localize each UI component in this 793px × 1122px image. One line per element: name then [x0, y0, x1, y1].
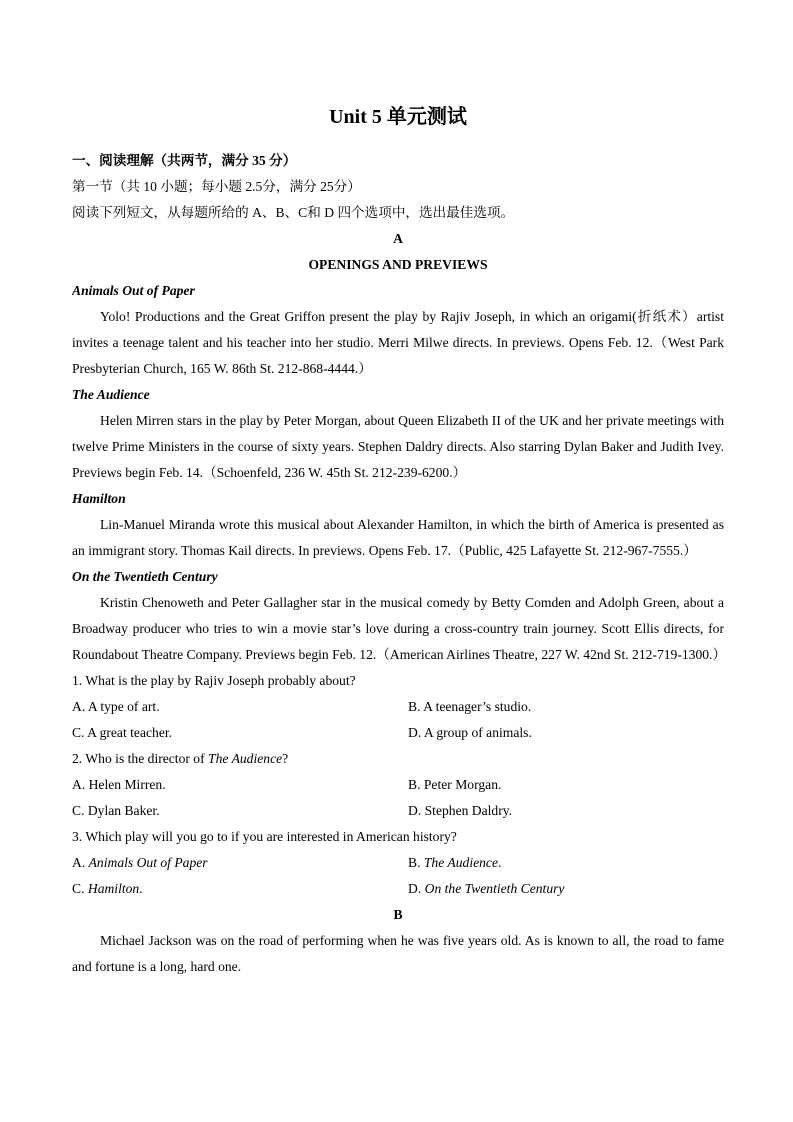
- play-title: Animals Out of Paper: [72, 283, 195, 298]
- option-c[interactable]: [72, 876, 408, 902]
- option-row: [72, 850, 724, 876]
- option-row: [72, 694, 724, 720]
- question-stem: 3. Which play will you go to if you are interested in American history?: [72, 829, 457, 844]
- question-stem-title: The Audience: [208, 751, 283, 766]
- passage-b-text: Michael Jackson was on the road of performing when he was five years old. As is known to all, the road to fame and fortune is a long, hard one.: [72, 933, 724, 974]
- option-d[interactable]: [408, 876, 724, 902]
- option-title: Hamilton: [87, 881, 140, 896]
- option-letter: A.: [72, 855, 89, 870]
- option-title: Animals Out of Paper: [88, 855, 208, 870]
- play-description: Kristin Chenoweth and Peter Gallagher star in the musical comedy by Betty Comden and Adolph Green, about a Broadway producer who tries to win a movie star’s love during a cross-country train journey. Scott Ellis directs, for Roundabout Theatre Company. Previews begin Feb. 12.（American Airlines Theatre, 227 W. 42nd St. 212-719-1300.）: [72, 595, 727, 662]
- option-letter: D.: [408, 881, 425, 896]
- option-row: [72, 876, 724, 902]
- page-content: [72, 104, 727, 980]
- option-a[interactable]: A. Helen Mirren.: [72, 777, 166, 792]
- passage-b-letter: B: [393, 907, 403, 922]
- option-end: .: [139, 881, 143, 896]
- option-title: On the Twentieth Century: [424, 881, 565, 896]
- option-c[interactable]: C. Dylan Baker.: [72, 803, 160, 818]
- passage-a-heading: OPENINGS AND PREVIEWS: [308, 257, 488, 272]
- option-a[interactable]: A. A type of art.: [72, 699, 160, 714]
- play-title: On the Twentieth Century: [72, 569, 218, 584]
- question-stem-suffix: ?: [282, 751, 289, 766]
- play-description: Yolo! Productions and the Great Griffon present the play by Rajiv Joseph, in which an origami(折纸术）artist invites a teenage talent and his teacher into her studio. Merri Milwe directs. In previews. Opens Feb. 12.（West Park Presbyterian Church, 165 W. 86th St. 212-868-4444.）: [72, 309, 724, 376]
- question-stem-prefix: 2. Who is the director of: [72, 751, 209, 766]
- part-info: 第一节（共 10 小题；每小题 2.5分，满分 25分）: [72, 179, 361, 194]
- play-title: The Audience: [72, 387, 150, 402]
- section-heading: 一、阅读理解（共两节，满分 35 分）: [72, 153, 297, 168]
- play-title: Hamilton: [72, 491, 126, 506]
- option-b[interactable]: B. Peter Morgan.: [408, 777, 502, 792]
- option-d[interactable]: D. Stephen Daldry.: [408, 803, 513, 818]
- option-d[interactable]: D. A group of animals.: [408, 725, 532, 740]
- option-row: [72, 798, 724, 824]
- option-b[interactable]: B. A teenager’s studio.: [408, 699, 532, 714]
- passage-a-letter: A: [393, 231, 403, 246]
- option-end: .: [498, 855, 502, 870]
- option-row: [72, 720, 724, 746]
- option-letter: C.: [72, 881, 88, 896]
- question-stem: [72, 746, 724, 772]
- option-a[interactable]: [72, 850, 408, 876]
- option-c[interactable]: C. A great teacher.: [72, 725, 173, 740]
- option-b[interactable]: [408, 850, 724, 876]
- option-row: [72, 772, 724, 798]
- page-title: Unit 5 单元测试: [329, 106, 467, 128]
- option-title: The Audience: [423, 855, 498, 870]
- question-stem: 1. What is the play by Rajiv Joseph probably about?: [72, 673, 356, 688]
- option-letter: B.: [408, 855, 424, 870]
- instructions: 阅读下列短文，从每题所给的 A、B、C和 D 四个选项中，选出最佳选项。: [72, 205, 515, 220]
- play-description: Lin-Manuel Miranda wrote this musical about Alexander Hamilton, in which the birth of America is presented as an immigrant story. Thomas Kail directs. In previews. Opens Feb. 17.（Public, 425 Lafayette St. 212-967-7555.）: [72, 517, 724, 558]
- play-description: Helen Mirren stars in the play by Peter Morgan, about Queen Elizabeth II of the UK and her private meetings with twelve Prime Ministers in the course of sixty years. Stephen Daldry directs. Also starring Dylan Baker and Judith Ivey. Previews begin Feb. 14.（Schoenfeld, 236 W. 45th St. 212-239-6200.）: [72, 413, 724, 480]
